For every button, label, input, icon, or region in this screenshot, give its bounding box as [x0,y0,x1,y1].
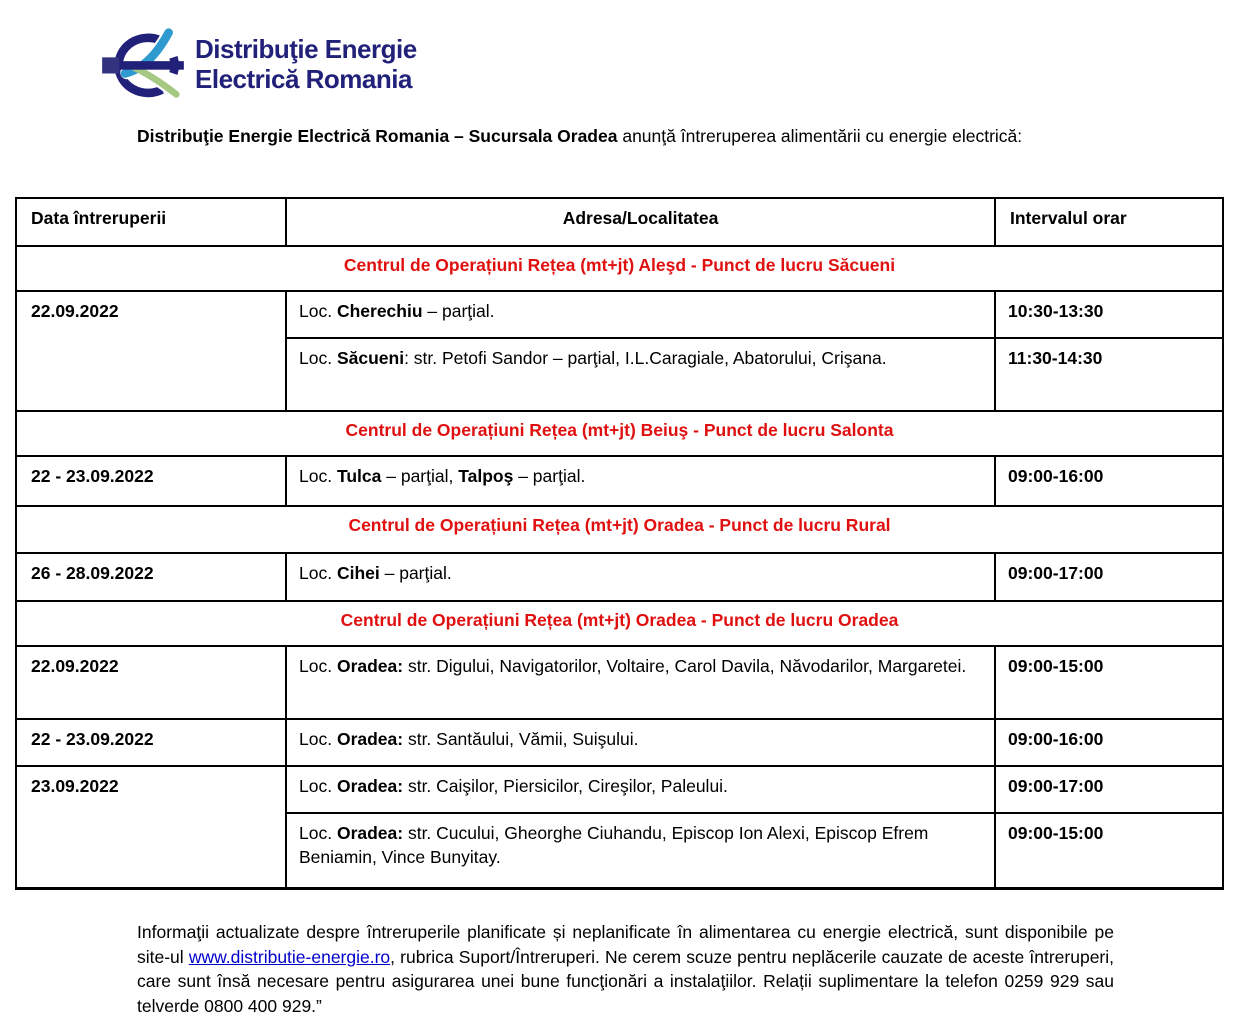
date-cell: 22.09.2022 [16,646,286,719]
table-header-row [16,198,1223,246]
interval-cell: 10:30-13:30 [995,291,1223,338]
address-cell [286,766,995,813]
date-cell: 22 - 23.09.2022 [16,719,286,766]
text-segment: str. Digului, Navigatorilor, Voltaire, Carol Davila, Năvodarilor, Margaretei. [403,656,967,676]
text-segment: : str. Petofi Sandor – parţial, I.L.Caragiale, Abatorului, Crişana. [404,348,887,368]
logo-wordmark [195,34,417,94]
col-header-interval: Intervalul orar [995,198,1223,246]
col-header-date: Data întreruperii [16,198,286,246]
section-title-oradea-rural: Centrul de Operațiuni Rețea (mt+jt) Oradea - Punct de lucru Rural [16,506,1223,553]
interval-cell: 09:00-15:00 [995,646,1223,719]
text-segment: Loc. [299,823,337,843]
date-cell: 23.09.2022 [16,766,286,888]
address-cell [286,646,995,719]
bold-text-segment: Cihei [336,563,380,583]
footer-site-link[interactable]: www.distributie-energie.ro [188,946,391,967]
text-segment: , rubrica Suport/Întreruperi. Ne cerem scuze pentru neplăcerile cauzate de aceste întreruperi, care sunt însă necesare pentru asigurarea unei bune funcţionări a instalaţiilor. Relații suplimentare la telefon 0259 929 sau telverde 0800 400 929.” [137,946,1115,1016]
text-segment: Loc. [299,466,337,486]
interval-cell: 09:00-16:00 [995,456,1223,506]
text-segment: Loc. [299,563,337,583]
interval-cell: 11:30-14:30 [995,338,1223,411]
text-segment: – parţial. [422,301,495,321]
company-logo [100,26,417,102]
bold-text-segment: Tulca [336,466,382,486]
text-segment: str. Cucului, Gheorghe Ciuhandu, Episcop Ion Alexi, Episcop Efrem Beniamin, Vince Bunyitay. [299,823,929,867]
section-title-alesd-sacueni: Centrul de Operațiuni Rețea (mt+jt) Aleşd - Punct de lucru Săcueni [16,246,1223,291]
col-header-address: Adresa/Localitatea [286,198,995,246]
table-row [16,646,1223,719]
table-row [16,766,1223,813]
table-row [16,456,1223,506]
text-segment: str. Caişilor, Piersicilor, Cireşilor, Paleului. [403,776,728,796]
bold-text-segment: Oradea: [336,656,404,676]
section-title-beius-salonta: Centrul de Operațiuni Rețea (mt+jt) Beiuş - Punct de lucru Salonta [16,411,1223,456]
text-segment: str. Santăului, Vămii, Suişului. [403,729,639,749]
interval-cell: 09:00-15:00 [995,813,1223,888]
bold-text-segment: Săcueni [336,348,405,368]
outages-table [15,197,1224,890]
bold-text-segment: Distribuţie Energie Electrică Romania – Sucursala Oradea [137,126,618,146]
bold-text-segment: Talpoş [458,466,514,486]
text-segment: Loc. [299,348,337,368]
address-cell [286,291,995,338]
text-segment: Loc. [299,776,337,796]
section-row-oradea-oradea [16,601,1223,646]
bold-text-segment: Oradea: [336,776,404,796]
table-row [16,553,1223,601]
address-cell [286,813,995,888]
address-cell [286,719,995,766]
bold-text-segment: Oradea: [336,823,404,843]
text-segment: – parţial. [513,466,586,486]
footer-info-paragraph [137,920,1114,1018]
text-segment: Informaţii actualizate despre întreruperile planificate și neplanificate în alimentarea cu energie electrică, sunt disponibile pe site-ul [137,922,1114,967]
logo-line1: Distribuţie Energie [195,34,417,64]
dee-logo-icon [100,26,186,102]
date-cell: 22 - 23.09.2022 [16,456,286,506]
section-row-alesd [16,246,1223,291]
text-segment: Loc. [299,656,337,676]
text-segment: anunţă întreruperea alimentării cu energie electrică: [617,126,1023,146]
section-title-oradea-oradea: Centrul de Operațiuni Rețea (mt+jt) Oradea - Punct de lucru Oradea [16,601,1223,646]
address-cell [286,338,995,411]
text-segment: Loc. [299,729,337,749]
date-cell: 26 - 28.09.2022 [16,553,286,601]
section-row-beius [16,411,1223,456]
date-cell: 22.09.2022 [16,291,286,411]
interval-cell: 09:00-17:00 [995,553,1223,601]
table-row [16,291,1223,338]
announcement-intro [137,124,1085,148]
address-cell [286,553,995,601]
interval-cell: 09:00-17:00 [995,766,1223,813]
text-segment: – parţial. [379,563,452,583]
interval-cell: 09:00-16:00 [995,719,1223,766]
bold-text-segment: Cherechiu [336,301,423,321]
bold-text-segment: Oradea: [336,729,404,749]
table-row [16,719,1223,766]
address-cell [286,456,995,506]
logo-line2: Electrică Romania [195,64,412,94]
section-row-oradea-rural [16,506,1223,553]
text-segment: – parţial, [381,466,459,486]
text-segment: Loc. [299,301,337,321]
